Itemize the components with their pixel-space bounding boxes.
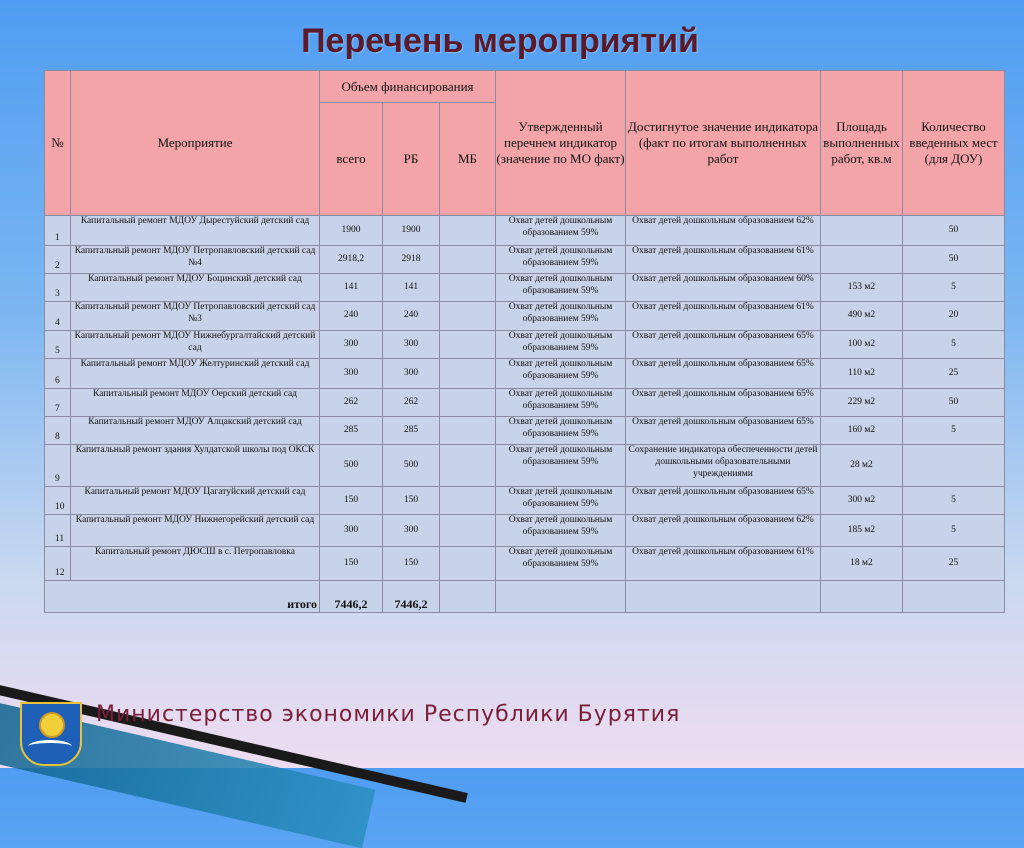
row-achieved-indicator: Охват детей дошкольным образованием 65%	[626, 359, 821, 389]
row-places	[903, 445, 1005, 487]
header-num: №	[45, 71, 71, 216]
buryatia-emblem-icon	[20, 702, 82, 766]
row-achieved-indicator: Охват детей дошкольным образованием 65%	[626, 417, 821, 445]
table-row	[45, 515, 1005, 547]
row-approved-indicator: Охват детей дошкольным образованием 59%	[496, 274, 626, 302]
row-area: 300 м2	[821, 487, 903, 515]
row-places: 50	[903, 216, 1005, 246]
row-event: Капитальный ремонт МДОУ Цагатуйский детский сад	[71, 487, 320, 515]
row-approved-indicator: Охват детей дошкольным образованием 59%	[496, 445, 626, 487]
row-event: Капитальный ремонт МДОУ Боцинский детский сад	[71, 274, 320, 302]
row-event: Капитальный ремонт МДОУ Нижнегорейский детский сад	[71, 515, 320, 547]
row-places: 5	[903, 331, 1005, 359]
row-num: 1	[45, 216, 71, 246]
row-num: 12	[45, 547, 71, 581]
row-event: Капитальный ремонт МДОУ Петропавловский детский сад №4	[71, 246, 320, 274]
table-row	[45, 274, 1005, 302]
row-rb: 285	[383, 417, 440, 445]
row-approved-indicator: Охват детей дошкольным образованием 59%	[496, 302, 626, 331]
header-total: всего	[320, 103, 383, 216]
row-approved-indicator: Охват детей дошкольным образованием 59%	[496, 389, 626, 417]
table-row	[45, 246, 1005, 274]
row-total: 262	[320, 389, 383, 417]
row-approved-indicator: Охват детей дошкольным образованием 59%	[496, 547, 626, 581]
row-num: 5	[45, 331, 71, 359]
row-approved-indicator: Охват детей дошкольным образованием 59%	[496, 216, 626, 246]
header-area: Площадь выполненных работ, кв.м	[821, 71, 903, 216]
row-num: 9	[45, 445, 71, 487]
row-mb	[440, 445, 496, 487]
row-event: Капитальный ремонт ДЮСШ в с. Петропавловка	[71, 547, 320, 581]
row-event: Капитальный ремонт МДОУ Нижнебургалтайский детский сад	[71, 331, 320, 359]
row-num: 7	[45, 389, 71, 417]
row-num: 6	[45, 359, 71, 389]
row-approved-indicator: Охват детей дошкольным образованием 59%	[496, 331, 626, 359]
row-area	[821, 246, 903, 274]
row-rb: 150	[383, 547, 440, 581]
totals-area	[821, 581, 903, 613]
row-approved-indicator: Охват детей дошкольным образованием 59%	[496, 515, 626, 547]
row-achieved-indicator: Охват детей дошкольным образованием 61%	[626, 302, 821, 331]
row-event: Капитальный ремонт МДОУ Желтуринский детский сад	[71, 359, 320, 389]
emblem-sun-icon	[39, 712, 65, 738]
totals-label: итого	[45, 581, 320, 613]
row-mb	[440, 331, 496, 359]
row-event: Капитальный ремонт МДОУ Алцакский детский сад	[71, 417, 320, 445]
row-achieved-indicator: Охват детей дошкольным образованием 60%	[626, 274, 821, 302]
row-achieved-indicator: Охват детей дошкольным образованием 61%	[626, 246, 821, 274]
row-total: 300	[320, 359, 383, 389]
row-event: Капитальный ремонт МДОУ Петропавловский детский сад №3	[71, 302, 320, 331]
row-mb	[440, 389, 496, 417]
row-mb	[440, 302, 496, 331]
row-approved-indicator: Охват детей дошкольным образованием 59%	[496, 487, 626, 515]
totals-achieved	[626, 581, 821, 613]
row-places: 25	[903, 359, 1005, 389]
table-row	[45, 417, 1005, 445]
row-area: 110 м2	[821, 359, 903, 389]
row-places: 5	[903, 487, 1005, 515]
table-row	[45, 331, 1005, 359]
row-num: 10	[45, 487, 71, 515]
row-rb: 150	[383, 487, 440, 515]
header-mb: МБ	[440, 103, 496, 216]
row-area: 185 м2	[821, 515, 903, 547]
totals-places	[903, 581, 1005, 613]
row-total: 2918,2	[320, 246, 383, 274]
row-achieved-indicator: Охват детей дошкольным образованием 62%	[626, 216, 821, 246]
row-rb: 300	[383, 359, 440, 389]
row-total: 300	[320, 515, 383, 547]
row-total: 150	[320, 487, 383, 515]
totals-mb	[440, 581, 496, 613]
row-area: 18 м2	[821, 547, 903, 581]
row-event: Капитальный ремонт здания Хулдатской школы под ОКСК	[71, 445, 320, 487]
footer-ministry: Министерство экономики Республики Бурятия	[96, 702, 681, 727]
row-area: 229 м2	[821, 389, 903, 417]
row-places: 20	[903, 302, 1005, 331]
emblem-wave-icon	[28, 740, 72, 753]
row-achieved-indicator: Охват детей дошкольным образованием 65%	[626, 331, 821, 359]
row-mb	[440, 547, 496, 581]
table-row	[45, 487, 1005, 515]
row-total: 150	[320, 547, 383, 581]
row-num: 8	[45, 417, 71, 445]
row-achieved-indicator: Охват детей дошкольным образованием 65%	[626, 389, 821, 417]
row-mb	[440, 515, 496, 547]
header-funding: Объем финансирования	[320, 71, 496, 103]
totals-row	[45, 581, 1005, 613]
row-approved-indicator: Охват детей дошкольным образованием 59%	[496, 246, 626, 274]
row-rb: 262	[383, 389, 440, 417]
totals-approved	[496, 581, 626, 613]
row-places: 5	[903, 274, 1005, 302]
totals-total: 7446,2	[320, 581, 383, 613]
row-mb	[440, 274, 496, 302]
table-row	[45, 389, 1005, 417]
row-mb	[440, 359, 496, 389]
header-approved-indicator: Утвержденный перечнем индикатор (значение по МО факт)	[496, 71, 626, 216]
row-places: 50	[903, 389, 1005, 417]
row-num: 2	[45, 246, 71, 274]
row-num: 3	[45, 274, 71, 302]
row-area: 28 м2	[821, 445, 903, 487]
row-area	[821, 216, 903, 246]
row-mb	[440, 417, 496, 445]
row-approved-indicator: Охват детей дошкольным образованием 59%	[496, 359, 626, 389]
row-total: 141	[320, 274, 383, 302]
header-rb: РБ	[383, 103, 440, 216]
row-rb: 141	[383, 274, 440, 302]
row-area: 153 м2	[821, 274, 903, 302]
row-num: 4	[45, 302, 71, 331]
row-places: 25	[903, 547, 1005, 581]
row-places: 50	[903, 246, 1005, 274]
row-mb	[440, 246, 496, 274]
row-rb: 240	[383, 302, 440, 331]
table-row	[45, 216, 1005, 246]
row-achieved-indicator: Охват детей дошкольным образованием 65%	[626, 487, 821, 515]
events-table	[44, 70, 1005, 613]
page-title: Перечень мероприятий	[301, 22, 699, 60]
row-event: Капитальный ремонт МДОУ Оерский детский сад	[71, 389, 320, 417]
row-places: 5	[903, 417, 1005, 445]
header-event: Мероприятие	[71, 71, 320, 216]
row-rb: 2918	[383, 246, 440, 274]
row-achieved-indicator: Сохранение индикатора обеспеченности детей дошкольными образовательными учреждениями	[626, 445, 821, 487]
totals-rb: 7446,2	[383, 581, 440, 613]
row-total: 300	[320, 331, 383, 359]
row-area: 100 м2	[821, 331, 903, 359]
row-rb: 300	[383, 515, 440, 547]
table-row	[45, 302, 1005, 331]
row-num: 11	[45, 515, 71, 547]
row-total: 285	[320, 417, 383, 445]
row-event: Капитальный ремонт МДОУ Дырестуйский детский сад	[71, 216, 320, 246]
row-rb: 1900	[383, 216, 440, 246]
row-mb	[440, 487, 496, 515]
header-places: Количество введенных мест (для ДОУ)	[903, 71, 1005, 216]
row-area: 490 м2	[821, 302, 903, 331]
row-total: 500	[320, 445, 383, 487]
table-row	[45, 547, 1005, 581]
row-area: 160 м2	[821, 417, 903, 445]
row-rb: 300	[383, 331, 440, 359]
table-row	[45, 445, 1005, 487]
row-achieved-indicator: Охват детей дошкольным образованием 62%	[626, 515, 821, 547]
table-row	[45, 359, 1005, 389]
row-approved-indicator: Охват детей дошкольным образованием 59%	[496, 417, 626, 445]
row-total: 1900	[320, 216, 383, 246]
row-mb	[440, 216, 496, 246]
row-total: 240	[320, 302, 383, 331]
row-places: 5	[903, 515, 1005, 547]
header-achieved-indicator: Достигнутое значение индикатора (факт по итогам выполненных работ	[626, 71, 821, 216]
row-rb: 500	[383, 445, 440, 487]
row-achieved-indicator: Охват детей дошкольным образованием 61%	[626, 547, 821, 581]
